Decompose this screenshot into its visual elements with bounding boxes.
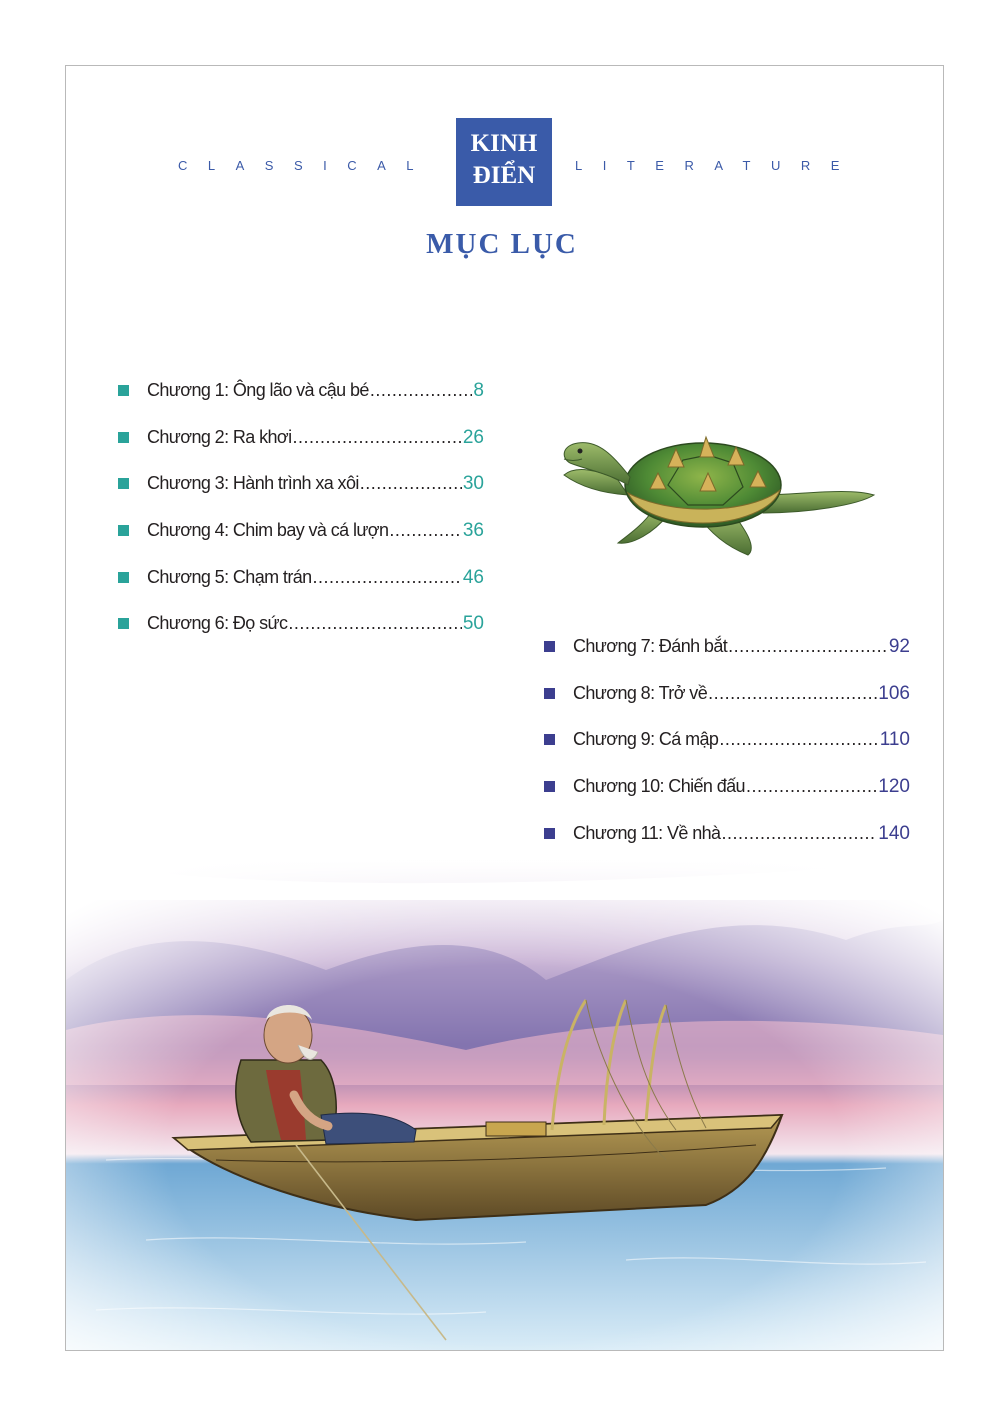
square-bullet-icon bbox=[544, 641, 555, 652]
dot-leader bbox=[746, 776, 877, 797]
chapter-title: Chương 11: Về nhà bbox=[573, 822, 721, 843]
page-number: 120 bbox=[878, 776, 910, 798]
series-label-left: CLASSICAL bbox=[178, 158, 435, 173]
dot-leader bbox=[370, 380, 473, 401]
page-number: 110 bbox=[879, 729, 910, 751]
toc-item[interactable] bbox=[118, 380, 484, 427]
chapter-title: Chương 7: Đánh bắt bbox=[573, 636, 728, 656]
logo-line-1: KINH bbox=[470, 130, 538, 157]
page-number: 92 bbox=[888, 636, 910, 657]
page-number: 46 bbox=[462, 566, 484, 588]
toc-item[interactable] bbox=[544, 683, 910, 730]
page-number: 36 bbox=[462, 520, 484, 542]
square-bullet-icon bbox=[118, 572, 129, 583]
chapter-title: Chương 8: Trở về bbox=[573, 682, 708, 703]
toc-item[interactable] bbox=[118, 520, 484, 567]
page-number: 8 bbox=[473, 380, 484, 401]
kinh-dien-logo bbox=[456, 118, 552, 206]
square-bullet-icon bbox=[118, 478, 129, 489]
page-title: MỤC LỤC bbox=[426, 228, 578, 260]
toc-item[interactable] bbox=[544, 776, 910, 823]
square-bullet-icon bbox=[544, 781, 555, 792]
chapter-title: Chương 1: Ông lão và cậu bé bbox=[147, 380, 369, 400]
toc-column-right bbox=[544, 636, 910, 869]
chapter-title: Chương 9: Cá mập bbox=[573, 729, 719, 750]
dot-leader bbox=[360, 473, 462, 494]
old-man-boat-illustration bbox=[66, 860, 943, 1350]
page-number: 26 bbox=[462, 426, 484, 448]
page-number: 140 bbox=[878, 822, 910, 844]
chapter-title: Chương 6: Đọ sức bbox=[147, 613, 288, 634]
page-number: 30 bbox=[462, 473, 484, 495]
chapter-title: Chương 10: Chiến đấu bbox=[573, 776, 745, 797]
dot-leader bbox=[389, 520, 461, 541]
dot-leader bbox=[288, 613, 462, 634]
dot-leader bbox=[721, 823, 877, 844]
chapter-title: Chương 4: Chim bay và cá lượn bbox=[147, 520, 389, 541]
toc-item[interactable] bbox=[118, 567, 484, 614]
dot-leader bbox=[293, 427, 462, 448]
square-bullet-icon bbox=[544, 688, 555, 699]
page-number: 106 bbox=[878, 682, 910, 704]
chapter-title: Chương 5: Chạm trán bbox=[147, 566, 312, 587]
chapter-title: Chương 3: Hành trình xa xôi bbox=[147, 473, 359, 494]
dot-leader bbox=[719, 729, 878, 750]
square-bullet-icon bbox=[118, 432, 129, 443]
page-number: 50 bbox=[462, 613, 484, 635]
series-label-right: LITERATURE bbox=[575, 158, 860, 173]
dot-leader bbox=[708, 683, 877, 704]
square-bullet-icon bbox=[544, 734, 555, 745]
square-bullet-icon bbox=[118, 618, 129, 629]
logo-line-2: ĐIỂN bbox=[472, 162, 536, 189]
square-bullet-icon bbox=[544, 828, 555, 839]
dot-leader bbox=[313, 567, 462, 588]
toc-item[interactable] bbox=[118, 427, 484, 474]
chapter-title: Chương 2: Ra khơi bbox=[147, 426, 292, 447]
toc-item[interactable] bbox=[118, 613, 484, 660]
sea-turtle-illustration bbox=[558, 415, 876, 560]
toc-item[interactable] bbox=[544, 729, 910, 776]
toc-column-left bbox=[118, 380, 484, 660]
dot-leader bbox=[728, 636, 888, 657]
square-bullet-icon bbox=[118, 385, 129, 396]
square-bullet-icon bbox=[118, 525, 129, 536]
toc-item[interactable] bbox=[118, 473, 484, 520]
toc-item[interactable] bbox=[544, 636, 910, 683]
